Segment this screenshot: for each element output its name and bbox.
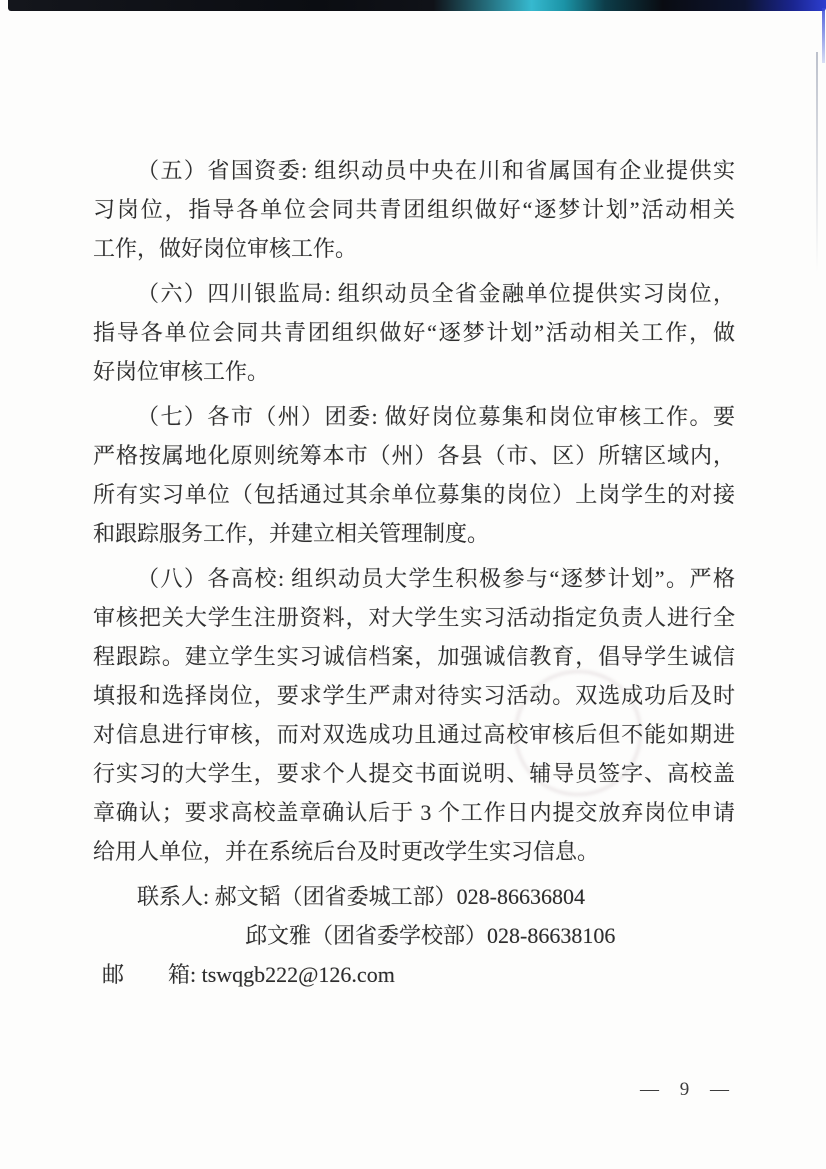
- scan-artifact-right-edge-blue: [822, 8, 825, 63]
- para-5-province-sasac: [93, 151, 735, 268]
- contact-email-line: 邮 箱: tswqgb222@126.com: [102, 962, 395, 987]
- contact-person-line-1: 联系人: 郝文韬（团省委城工部）028-86636804: [137, 884, 585, 909]
- text-line: 习岗位，指导各单位会同共青团组织做好“逐梦计划”活动相关: [93, 197, 735, 222]
- text-line: 指导各单位会同共青团组织做好“逐梦计划”活动相关工作，做: [93, 320, 735, 345]
- text-line: （八）各高校: 组织动员大学生积极参与“逐梦计划”。严格: [137, 566, 735, 591]
- text-line: 严格按属地化原则统筹本市（州）各县（市、区）所辖区域内，: [93, 443, 735, 468]
- text-line: 给用人单位，并在系统后台及时更改学生实习信息。: [93, 839, 600, 864]
- contact-person-line-2: 邱文雅（团省委学校部）028-86638106: [245, 923, 616, 948]
- text-line: 审核把关大学生注册资料，对大学生实习活动指定负责人进行全: [93, 605, 735, 630]
- text-line: （七）各市（州）团委: 做好岗位募集和岗位审核工作。要: [137, 404, 735, 429]
- scan-artifact-right-edge-gray: [816, 52, 818, 272]
- text-line: 和跟踪服务工作，并建立相关管理制度。: [93, 521, 490, 546]
- para-6-sichuan-banking-bureau: [93, 274, 735, 391]
- contact-block: [93, 877, 735, 994]
- document-body: [93, 151, 735, 994]
- text-line: 章确认；要求高校盖章确认后于 3 个工作日内提交放弃岗位申请: [93, 800, 735, 825]
- text-line: 程跟踪。建立学生实习诚信档案，加强诚信教育，倡导学生诚信: [93, 644, 735, 669]
- para-7-city-league-committees: [93, 397, 735, 553]
- text-line: （六）四川银监局: 组织动员全省金融单位提供实习岗位，: [137, 281, 735, 306]
- scan-artifact-top-bar: [8, 0, 826, 11]
- text-line: 工作，做好岗位审核工作。: [93, 236, 358, 261]
- para-8-universities: [93, 559, 735, 871]
- text-line: 填报和选择岗位，要求学生严肃对待实习活动。双选成功后及时: [93, 683, 735, 708]
- body-paragraphs: [93, 151, 735, 871]
- text-line: （五）省国资委: 组织动员中央在川和省属国有企业提供实: [137, 158, 735, 183]
- text-line: 对信息进行审核，而对双选成功且通过高校审核后但不能如期进: [93, 722, 735, 747]
- text-line: 好岗位审核工作。: [93, 359, 270, 384]
- text-line: 行实习的大学生，要求个人提交书面说明、辅导员签字、高校盖: [93, 761, 735, 786]
- page-number: — 9 —: [640, 1079, 732, 1100]
- text-line: 所有实习单位（包括通过其余单位募集的岗位）上岗学生的对接: [93, 482, 735, 507]
